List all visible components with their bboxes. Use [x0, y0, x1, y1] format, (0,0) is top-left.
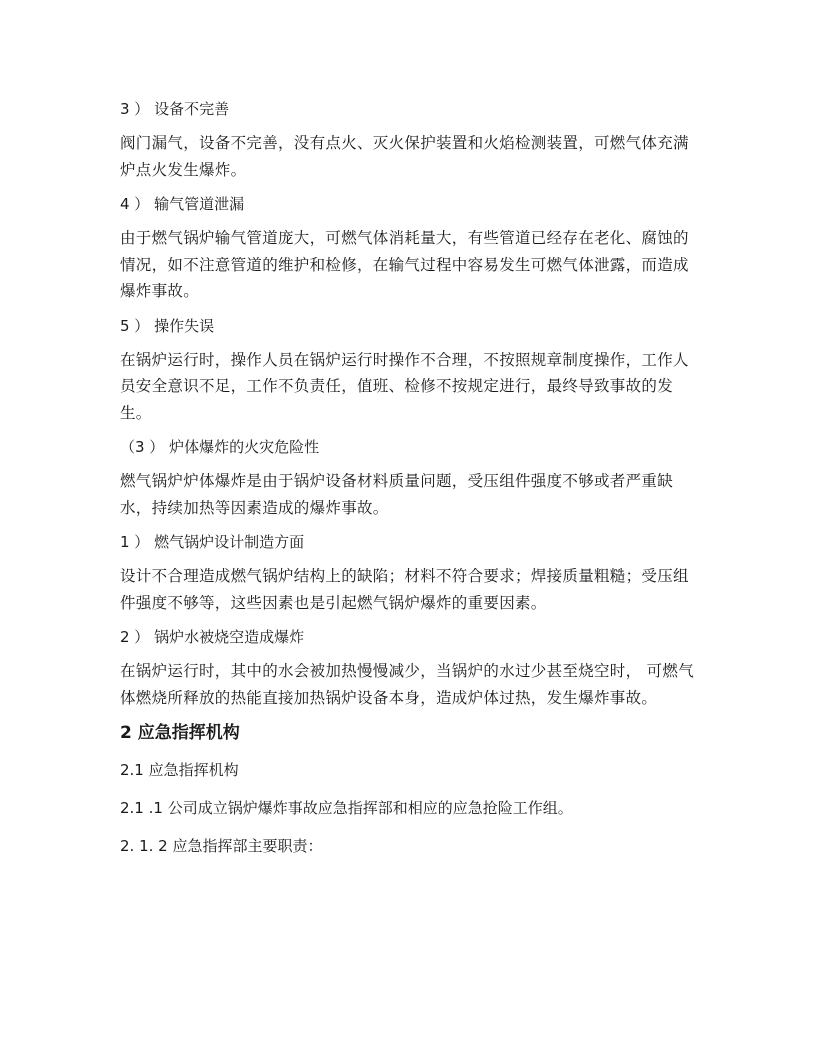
subheading-pipeline-leak: 4 ） 输气管道泄漏	[120, 195, 245, 213]
clause-2-1-2: 2. 1. 2 应急指挥部主要职责：	[120, 837, 323, 855]
paragraph-equipment-defect: 阀门漏气，设备不完善，没有点火、灭火保护装置和火焰检测装置，可燃气体充满炉点火发生爆炸。	[120, 134, 689, 179]
paragraph-design-manufacture: 设计不合理造成燃气锅炉结构上的缺陷；材料不符合要求；焊接质量粗糙；受压组件强度不够等，这些因素也是引起燃气锅炉爆炸的重要因素。	[120, 567, 689, 612]
subsection-emergency-command: 2.1 应急指挥机构	[120, 761, 239, 779]
subheading-boiler-explosion-hazard: （3 ） 炉体爆炸的火灾危险性	[120, 438, 320, 456]
paragraph-dry-boiler: 在锅炉运行时，其中的水会被加热慢慢减少，当锅炉的水过少甚至烧空时， 可燃气体燃烧所释放的热能直接加热锅炉设备本身，造成炉体过热，发生爆炸事故。	[120, 662, 695, 707]
paragraph-operation-error: 在锅炉运行时，操作人员在锅炉运行时操作不合理，不按照规章制度操作，工作人员安全意识不足，工作不负责任，值班、检修不按规定进行，最终导致事故的发生。	[120, 350, 689, 422]
subheading-design-manufacture: 1 ） 燃气锅炉设计制造方面	[120, 533, 305, 551]
paragraph-boiler-explosion-hazard: 燃气锅炉炉体爆炸是由于锅炉设备材料质量问题，受压组件强度不够或者严重缺水，持续加热等因素造成的爆炸事故。	[120, 472, 674, 517]
clause-2-1-1: 2.1 .1 公司成立锅炉爆炸事故应急指挥部和相应的应急抢险工作组。	[120, 799, 573, 817]
document-page	[120, 96, 700, 871]
section-title-emergency-command: 2 应急指挥机构	[120, 723, 240, 743]
subheading-dry-boiler: 2 ） 锅炉水被烧空造成爆炸	[120, 628, 305, 646]
paragraph-pipeline-leak: 由于燃气锅炉输气管道庞大，可燃气体消耗量大，有些管道已经存在老化、腐蚀的情况，如不注意管道的维护和检修，在输气过程中容易发生可燃气体泄露，而造成爆炸事故。	[120, 229, 689, 300]
subheading-operation-error: 5 ） 操作失误	[120, 316, 215, 335]
subheading-equipment-defect: 3 ） 设备不完善	[120, 100, 230, 118]
